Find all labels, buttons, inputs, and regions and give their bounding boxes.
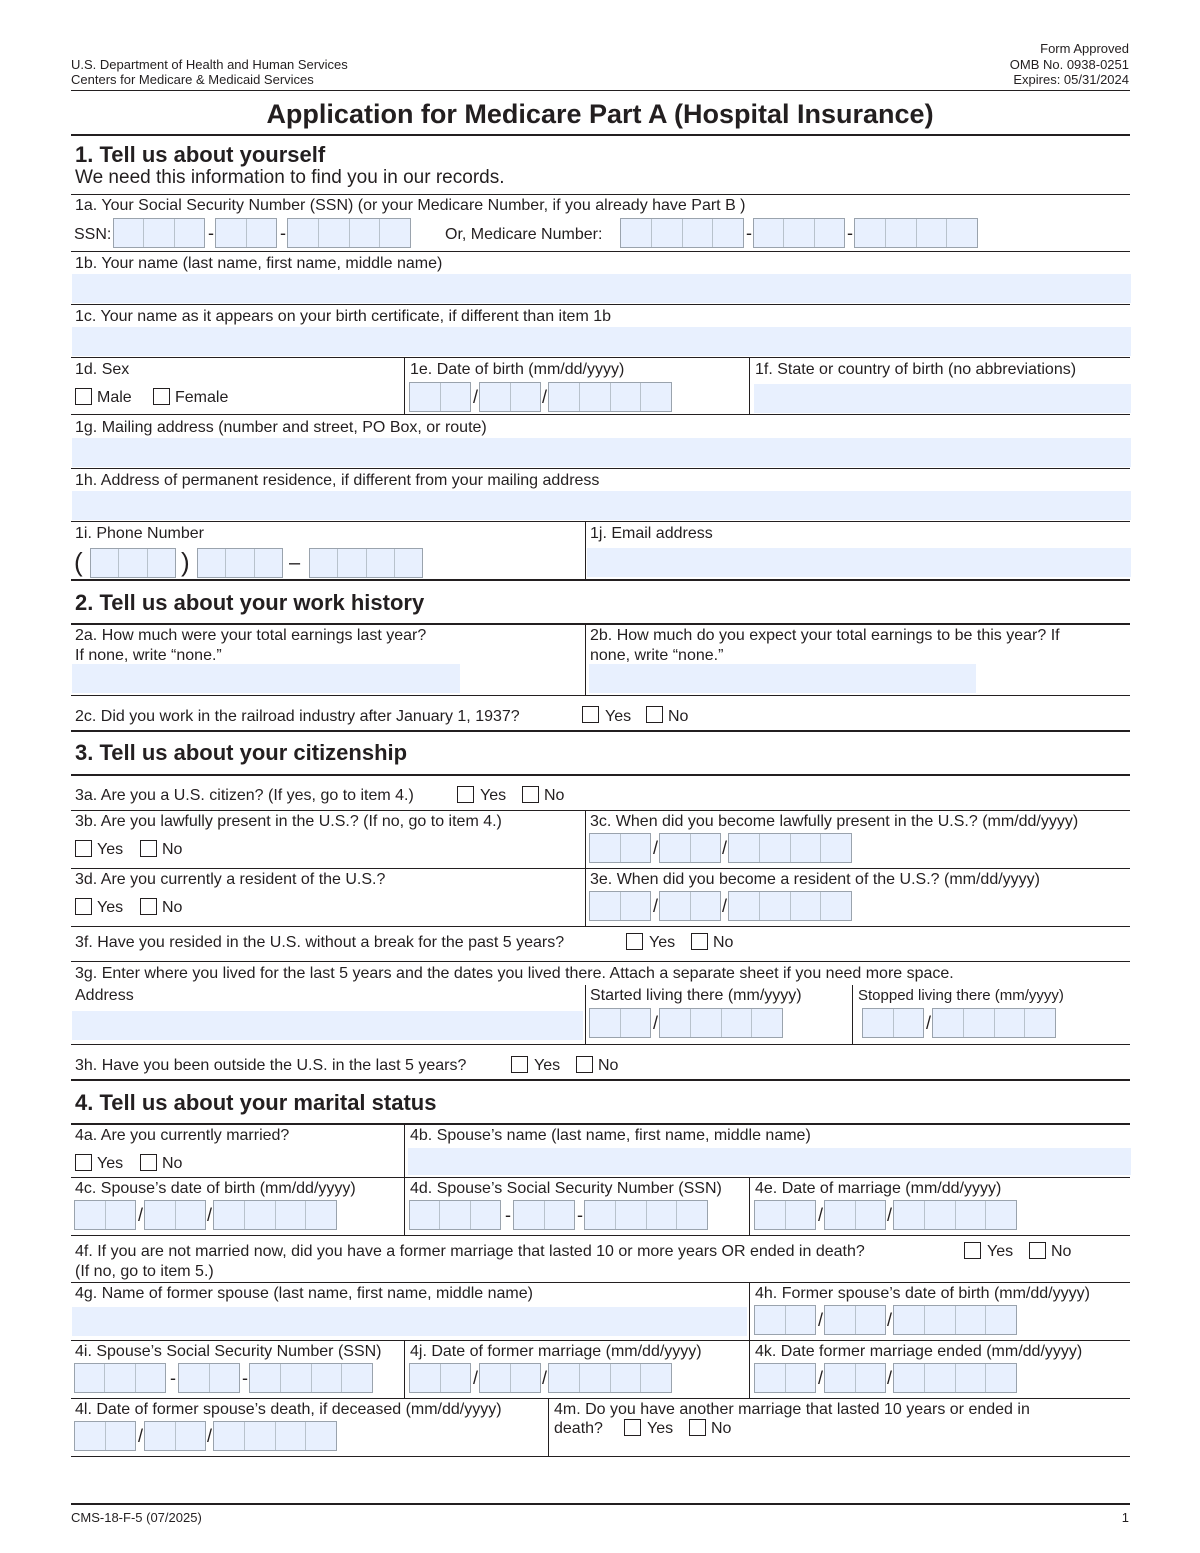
medicare-separator: - bbox=[847, 223, 853, 243]
q1c-label: 1c. Your name as it appears on your birth certificate, if different than item 1b bbox=[75, 308, 612, 325]
q1h-label: 1h. Address of permanent residence, if different from your mailing address bbox=[75, 472, 600, 489]
spouse-birth-month-input[interactable] bbox=[74, 1200, 136, 1230]
outside-us-no-label: No bbox=[598, 1057, 619, 1074]
q1b-label: 1b. Your name (last name, first name, middle name) bbox=[75, 255, 443, 272]
railroad-yes-label: Yes bbox=[605, 708, 632, 725]
stopped-living-label: Stopped living there (mm/yyyy) bbox=[858, 987, 1064, 1004]
ssn-separator: - bbox=[208, 223, 214, 243]
railroad-no-checkbox[interactable] bbox=[646, 706, 663, 723]
no-break-no-label: No bbox=[713, 934, 734, 951]
former-spouse-ssn-part-1[interactable] bbox=[74, 1363, 166, 1393]
divider bbox=[585, 521, 586, 579]
q3b-label: 3b. Are you lawfully present in the U.S.? (If no, go to item 4.) bbox=[75, 813, 502, 830]
page-number: 1 bbox=[1121, 1510, 1129, 1525]
date-separator: / bbox=[473, 1368, 479, 1388]
former-marriage-month-input[interactable] bbox=[409, 1363, 471, 1393]
ssn-part-1[interactable] bbox=[113, 218, 205, 248]
q4j-label: 4j. Date of former marriage (mm/dd/yyyy) bbox=[410, 1343, 702, 1360]
resident-yes-label: Yes bbox=[97, 899, 124, 916]
stopped-year-input[interactable] bbox=[932, 1008, 1056, 1038]
former-spouse-birth-day-input[interactable] bbox=[824, 1305, 886, 1335]
another-marriage-no-label: No bbox=[711, 1420, 732, 1437]
divider bbox=[71, 579, 1130, 581]
date-separator: / bbox=[207, 1426, 213, 1446]
former-spouse-birth-month-input[interactable] bbox=[754, 1305, 816, 1335]
q4i-label: 4i. Spouse’s Social Security Number (SSN) bbox=[75, 1343, 382, 1360]
stopped-month-input[interactable] bbox=[862, 1008, 924, 1038]
citizen-yes-label: Yes bbox=[480, 787, 507, 804]
mailing-address-input[interactable] bbox=[72, 438, 1131, 467]
q4b-label: 4b. Spouse’s name (last name, first name, middle name) bbox=[410, 1127, 811, 1144]
death-year-input[interactable] bbox=[213, 1421, 337, 1451]
divider bbox=[71, 774, 1130, 776]
sex-female-checkbox[interactable] bbox=[153, 388, 170, 405]
form-id: CMS-18-F-5 (07/2025) bbox=[71, 1510, 202, 1525]
spouse-ssn-part-1[interactable] bbox=[409, 1200, 501, 1230]
sex-male-label: Male bbox=[97, 389, 132, 406]
divider bbox=[71, 1123, 1130, 1125]
marriage-ended-day-input[interactable] bbox=[824, 1363, 886, 1393]
divider bbox=[71, 1079, 1130, 1081]
outside-us-yes-checkbox[interactable] bbox=[511, 1056, 528, 1073]
q4h-label: 4h. Former spouse’s date of birth (mm/dd/yyyy) bbox=[755, 1285, 1090, 1302]
another-marriage-no-checkbox[interactable] bbox=[689, 1419, 706, 1436]
q4m-label-line-1: 4m. Do you have another marriage that lasted 10 years or ended in bbox=[554, 1401, 1030, 1418]
sex-female-label: Female bbox=[175, 389, 229, 406]
lawfully-present-no-label: No bbox=[162, 841, 183, 858]
divider bbox=[749, 1177, 750, 1235]
marriage-year-input[interactable] bbox=[893, 1200, 1017, 1230]
phone-prefix-input[interactable] bbox=[197, 548, 283, 578]
spouse-ssn-part-3[interactable] bbox=[584, 1200, 708, 1230]
q2c-label: 2c. Did you work in the railroad industry after January 1, 1937? bbox=[75, 708, 520, 725]
q3h-label: 3h. Have you been outside the U.S. in the last 5 years? bbox=[75, 1057, 467, 1074]
resident-day-input[interactable] bbox=[659, 891, 721, 921]
section-4-heading: 4. Tell us about your marital status bbox=[75, 1090, 437, 1115]
railroad-no-label: No bbox=[668, 708, 689, 725]
divider bbox=[71, 695, 1130, 696]
earnings-this-year-input[interactable] bbox=[589, 664, 976, 693]
started-year-input[interactable] bbox=[659, 1008, 783, 1038]
medicare-number-part-2[interactable] bbox=[753, 218, 845, 248]
approval-line-1: Form Approved bbox=[1040, 41, 1129, 56]
date-separator: / bbox=[818, 1205, 824, 1225]
former-marriage-no-checkbox[interactable] bbox=[1029, 1242, 1046, 1259]
marriage-ended-year-input[interactable] bbox=[893, 1363, 1017, 1393]
q3e-label: 3e. When did you become a resident of the U.S.? (mm/dd/yyyy) bbox=[590, 871, 1040, 888]
date-separator: / bbox=[653, 838, 659, 858]
former-marriage-yes-label: Yes bbox=[987, 1243, 1014, 1260]
birth-month-input[interactable] bbox=[409, 382, 471, 412]
section-1-heading: 1. Tell us about yourself bbox=[75, 142, 326, 167]
divider bbox=[404, 1177, 405, 1235]
death-month-input[interactable] bbox=[74, 1421, 136, 1451]
ssn-part-3[interactable] bbox=[287, 218, 411, 248]
q1d-label: 1d. Sex bbox=[75, 361, 130, 378]
agency-line-1: U.S. Department of Health and Human Services bbox=[71, 57, 348, 72]
divider bbox=[71, 134, 1130, 136]
birth-place-input[interactable] bbox=[754, 384, 1131, 413]
divider bbox=[71, 304, 1130, 305]
q4c-label: 4c. Spouse’s date of birth (mm/dd/yyyy) bbox=[75, 1180, 356, 1197]
spouse-birth-year-input[interactable] bbox=[213, 1200, 337, 1230]
former-spouse-name-input[interactable] bbox=[72, 1307, 747, 1336]
medicare-number-part-1[interactable] bbox=[620, 218, 744, 248]
divider bbox=[404, 357, 405, 414]
date-separator: / bbox=[887, 1310, 893, 1330]
q2b-label-line-2: none, write “none.” bbox=[590, 647, 724, 664]
q1e-label: 1e. Date of birth (mm/dd/yyyy) bbox=[410, 361, 625, 378]
married-no-checkbox[interactable] bbox=[140, 1154, 157, 1171]
former-marriage-day-input[interactable] bbox=[479, 1363, 541, 1393]
name-input[interactable] bbox=[72, 274, 1131, 303]
q4e-label: 4e. Date of marriage (mm/dd/yyyy) bbox=[755, 1180, 1002, 1197]
divider bbox=[71, 730, 1130, 732]
resident-no-checkbox[interactable] bbox=[140, 898, 157, 915]
q3a-label: 3a. Are you a U.S. citizen? (If yes, go to item 4.) bbox=[75, 787, 414, 804]
q1a-label: 1a. Your Social Security Number (SSN) (or your Medicare Number, if you already have Part B ) bbox=[75, 197, 746, 214]
marriage-ended-month-input[interactable] bbox=[754, 1363, 816, 1393]
divider bbox=[71, 926, 1130, 927]
phone-dash: – bbox=[289, 552, 301, 574]
q4a-label: 4a. Are you currently married? bbox=[75, 1127, 290, 1144]
section-3-heading: 3. Tell us about your citizenship bbox=[75, 740, 408, 765]
ssn-separator: - bbox=[170, 1368, 176, 1388]
medicare-number-label: Or, Medicare Number: bbox=[445, 226, 603, 243]
lawful-day-input[interactable] bbox=[659, 833, 721, 863]
residence-address-input[interactable] bbox=[72, 491, 1131, 520]
birth-year-input[interactable] bbox=[548, 382, 672, 412]
ssn-separator: - bbox=[577, 1205, 583, 1225]
marriage-month-input[interactable] bbox=[754, 1200, 816, 1230]
ssn-part-2[interactable] bbox=[215, 218, 277, 248]
q2a-label-line-1: 2a. How much were your total earnings last year? bbox=[75, 627, 427, 644]
former-spouse-birth-year-input[interactable] bbox=[893, 1305, 1017, 1335]
divider bbox=[71, 468, 1130, 469]
former-spouse-ssn-part-2[interactable] bbox=[178, 1363, 240, 1393]
divider bbox=[71, 1340, 1130, 1341]
ssn-separator: - bbox=[242, 1368, 248, 1388]
footer-divider bbox=[71, 1503, 1130, 1505]
earnings-last-year-input[interactable] bbox=[72, 664, 460, 693]
q1g-label: 1g. Mailing address (number and street, PO Box, or route) bbox=[75, 419, 487, 436]
divider bbox=[404, 1340, 405, 1398]
phone-line-input[interactable] bbox=[309, 548, 423, 578]
q3f-label: 3f. Have you resided in the U.S. without a break for the past 5 years? bbox=[75, 934, 565, 951]
date-separator: / bbox=[818, 1310, 824, 1330]
q3g-label: 3g. Enter where you lived for the last 5 years and the dates you lived there. Attach a separate sheet if you need more space. bbox=[75, 965, 954, 982]
date-separator: / bbox=[926, 1013, 932, 1033]
ssn-label: SSN: bbox=[74, 226, 112, 243]
divider bbox=[71, 1044, 1130, 1045]
divider bbox=[71, 1235, 1130, 1236]
q4m-label-line-2: death? bbox=[554, 1420, 603, 1437]
q4d-label: 4d. Spouse’s Social Security Number (SSN) bbox=[410, 1180, 722, 1197]
divider bbox=[71, 1282, 1130, 1283]
q1f-label: 1f. State or country of birth (no abbreviations) bbox=[755, 361, 1077, 378]
spouse-ssn-part-2[interactable] bbox=[513, 1200, 575, 1230]
divider bbox=[548, 1398, 549, 1456]
divider bbox=[749, 1282, 750, 1340]
email-input[interactable] bbox=[587, 548, 1131, 577]
date-separator: / bbox=[542, 1368, 548, 1388]
q4k-label: 4k. Date former marriage ended (mm/dd/yyyy) bbox=[755, 1343, 1083, 1360]
married-no-label: No bbox=[162, 1155, 183, 1172]
former-spouse-ssn-part-3[interactable] bbox=[249, 1363, 373, 1393]
resident-year-input[interactable] bbox=[728, 891, 852, 921]
no-break-yes-checkbox[interactable] bbox=[626, 933, 643, 950]
divider bbox=[749, 1340, 750, 1398]
former-marriage-no-label: No bbox=[1051, 1243, 1072, 1260]
started-living-label: Started living there (mm/yyyy) bbox=[590, 987, 802, 1004]
birth-certificate-name-input[interactable] bbox=[72, 327, 1131, 356]
omb-number: OMB No. 0938-0251 bbox=[1009, 57, 1129, 72]
q2b-label-line-1: 2b. How much do you expect your total earnings to be this year? If bbox=[590, 627, 1060, 644]
divider bbox=[71, 810, 1130, 811]
date-separator: / bbox=[887, 1205, 893, 1225]
married-yes-label: Yes bbox=[97, 1155, 124, 1172]
birth-day-input[interactable] bbox=[479, 382, 541, 412]
divider bbox=[71, 357, 1130, 358]
resident-yes-checkbox[interactable] bbox=[75, 898, 92, 915]
date-separator: / bbox=[653, 896, 659, 916]
former-marriage-year-input[interactable] bbox=[548, 1363, 672, 1393]
date-separator: / bbox=[138, 1205, 144, 1225]
divider bbox=[71, 868, 1130, 869]
section-1-subheading: We need this information to find you in our records. bbox=[75, 167, 505, 188]
q4g-label: 4g. Name of former spouse (last name, first name, middle name) bbox=[75, 1285, 533, 1302]
spouse-birth-day-input[interactable] bbox=[144, 1200, 206, 1230]
divider bbox=[749, 357, 750, 414]
divider bbox=[71, 1456, 1130, 1457]
divider bbox=[585, 625, 586, 695]
no-break-yes-label: Yes bbox=[649, 934, 676, 951]
divider bbox=[71, 251, 1130, 252]
citizen-no-label: No bbox=[544, 787, 565, 804]
no-break-no-checkbox[interactable] bbox=[691, 933, 708, 950]
divider bbox=[585, 985, 586, 1044]
q4l-label: 4l. Date of former spouse’s death, if deceased (mm/dd/yyyy) bbox=[75, 1401, 502, 1418]
q2a-label-line-2: If none, write “none.” bbox=[75, 647, 222, 664]
q3c-label: 3c. When did you become lawfully present in the U.S.? (mm/dd/yyyy) bbox=[590, 813, 1079, 830]
date-separator: / bbox=[722, 896, 728, 916]
q1i-label: 1i. Phone Number bbox=[75, 525, 204, 542]
citizen-no-checkbox[interactable] bbox=[522, 786, 539, 803]
another-marriage-yes-label: Yes bbox=[647, 1420, 674, 1437]
phone-paren-close: ) bbox=[181, 547, 190, 577]
q1j-label: 1j. Email address bbox=[590, 525, 713, 542]
divider bbox=[71, 194, 1130, 195]
divider bbox=[71, 521, 1130, 522]
railroad-yes-checkbox[interactable] bbox=[582, 706, 599, 723]
ssn-separator: - bbox=[280, 223, 286, 243]
former-marriage-yes-checkbox[interactable] bbox=[964, 1242, 981, 1259]
residence-history-address-input[interactable] bbox=[72, 1011, 583, 1040]
married-yes-checkbox[interactable] bbox=[75, 1154, 92, 1171]
divider bbox=[404, 1125, 405, 1177]
phone-area-code-input[interactable] bbox=[90, 548, 176, 578]
divider bbox=[71, 961, 1130, 962]
lawfully-present-yes-label: Yes bbox=[97, 841, 124, 858]
resident-no-label: No bbox=[162, 899, 183, 916]
outside-us-yes-label: Yes bbox=[534, 1057, 561, 1074]
q3d-label: 3d. Are you currently a resident of the U.S.? bbox=[75, 871, 386, 888]
date-separator: / bbox=[818, 1368, 824, 1388]
lawful-year-input[interactable] bbox=[728, 833, 852, 863]
divider bbox=[71, 623, 1130, 625]
lawfully-present-yes-checkbox[interactable] bbox=[75, 840, 92, 857]
divider bbox=[852, 985, 853, 1044]
divider bbox=[71, 90, 1130, 91]
date-separator: / bbox=[138, 1426, 144, 1446]
another-marriage-yes-checkbox[interactable] bbox=[624, 1419, 641, 1436]
date-separator: / bbox=[653, 1013, 659, 1033]
date-separator: / bbox=[207, 1205, 213, 1225]
phone-paren-open: ( bbox=[74, 547, 83, 577]
address-label: Address bbox=[75, 987, 134, 1004]
date-separator: / bbox=[887, 1368, 893, 1388]
date-separator: / bbox=[473, 387, 479, 407]
lawful-month-input[interactable] bbox=[589, 833, 651, 863]
medicare-separator: - bbox=[746, 223, 752, 243]
sex-male-checkbox[interactable] bbox=[75, 388, 92, 405]
divider bbox=[71, 414, 1130, 415]
divider bbox=[71, 1398, 1130, 1399]
outside-us-no-checkbox[interactable] bbox=[576, 1056, 593, 1073]
spouse-name-input[interactable] bbox=[408, 1148, 1131, 1175]
q4f-note: (If no, go to item 5.) bbox=[75, 1263, 214, 1280]
medicare-number-part-3[interactable] bbox=[854, 218, 978, 248]
q4f-label: 4f. If you are not married now, did you have a former marriage that lasted 10 or more years OR ended in death? bbox=[75, 1243, 865, 1260]
ssn-separator: - bbox=[505, 1205, 511, 1225]
date-separator: / bbox=[722, 838, 728, 858]
expiration-date: Expires: 05/31/2024 bbox=[1013, 72, 1129, 87]
death-day-input[interactable] bbox=[144, 1421, 206, 1451]
marriage-day-input[interactable] bbox=[824, 1200, 886, 1230]
lawfully-present-no-checkbox[interactable] bbox=[140, 840, 157, 857]
resident-month-input[interactable] bbox=[589, 891, 651, 921]
agency-line-2: Centers for Medicare & Medicaid Services bbox=[71, 72, 314, 87]
page-title: Application for Medicare Part A (Hospital Insurance) bbox=[266, 99, 934, 129]
citizen-yes-checkbox[interactable] bbox=[457, 786, 474, 803]
started-month-input[interactable] bbox=[589, 1008, 651, 1038]
divider bbox=[71, 1177, 1130, 1178]
date-separator: / bbox=[542, 387, 548, 407]
section-2-heading: 2. Tell us about your work history bbox=[75, 590, 425, 615]
